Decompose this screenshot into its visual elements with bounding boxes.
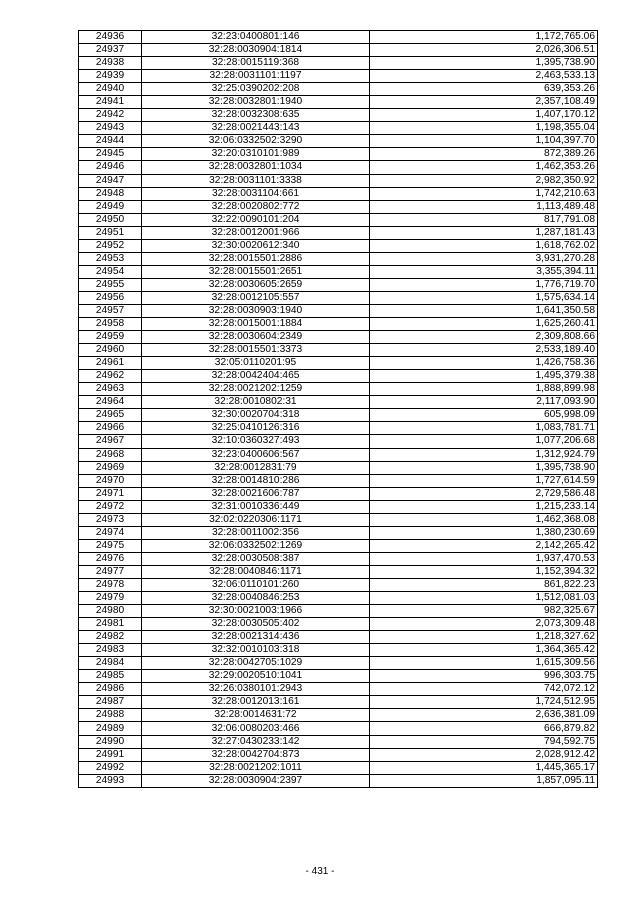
- cadastral-value-cell: 1,083,781.71: [370, 422, 598, 435]
- row-number-cell: 24943: [79, 122, 142, 135]
- cadastral-number-cell: 32:30:0020612:340: [142, 239, 370, 252]
- cadastral-number-cell: 32:28:0030604:2349: [142, 331, 370, 344]
- table-row: [79, 578, 598, 591]
- cadastral-value-cell: 2,982,350.92: [370, 174, 598, 187]
- row-number-cell: 24992: [79, 761, 142, 774]
- row-number-cell: 24991: [79, 748, 142, 761]
- cadastral-value-cell: 2,533,189.40: [370, 344, 598, 357]
- table-row: [79, 474, 598, 487]
- cadastral-value-cell: 1,615,309.56: [370, 657, 598, 670]
- table-row: [79, 618, 598, 631]
- cadastral-number-cell: 32:28:0031104:661: [142, 187, 370, 200]
- cadastral-number-cell: 32:28:0030505:402: [142, 618, 370, 631]
- row-number-cell: 24942: [79, 109, 142, 122]
- row-number-cell: 24960: [79, 344, 142, 357]
- cadastral-number-cell: 32:29:0020510:1041: [142, 670, 370, 683]
- cadastral-value-cell: 605,998.09: [370, 409, 598, 422]
- cadastral-number-cell: 32:06:0332502:3290: [142, 135, 370, 148]
- table-row: [79, 487, 598, 500]
- row-number-cell: 24967: [79, 435, 142, 448]
- table-row: [79, 565, 598, 578]
- cadastral-value-cell: 2,073,309.48: [370, 618, 598, 631]
- table-body: [79, 31, 598, 788]
- row-number-cell: 24985: [79, 670, 142, 683]
- table-row: [79, 83, 598, 96]
- table-row: [79, 57, 598, 70]
- table-row: [79, 96, 598, 109]
- row-number-cell: 24988: [79, 709, 142, 722]
- table-row: [79, 409, 598, 422]
- row-number-cell: 24956: [79, 291, 142, 304]
- table-row: [79, 383, 598, 396]
- cadastral-number-cell: 32:27:0430233:142: [142, 735, 370, 748]
- table-row: [79, 735, 598, 748]
- cadastral-value-cell: 1,215,233.14: [370, 500, 598, 513]
- table-row: [79, 109, 598, 122]
- table-row: [79, 174, 598, 187]
- cadastral-value-cell: 2,636,381.09: [370, 709, 598, 722]
- cadastral-number-cell: 32:30:0021003:1966: [142, 605, 370, 618]
- cadastral-value-cell: 1,776,719.70: [370, 278, 598, 291]
- row-number-cell: 24969: [79, 461, 142, 474]
- cadastral-number-cell: 32:23:0400801:146: [142, 31, 370, 44]
- row-number-cell: 24990: [79, 735, 142, 748]
- table-row: [79, 683, 598, 696]
- cadastral-value-cell: 861,822.23: [370, 578, 598, 591]
- cadastral-number-cell: 32:23:0400606:567: [142, 448, 370, 461]
- table-row: [79, 200, 598, 213]
- cadastral-value-cell: 1,198,355.04: [370, 122, 598, 135]
- cadastral-number-cell: 32:28:0032801:1940: [142, 96, 370, 109]
- table-row: [79, 422, 598, 435]
- row-number-cell: 24957: [79, 304, 142, 317]
- row-number-cell: 24982: [79, 631, 142, 644]
- cadastral-number-cell: 32:31:0010336:449: [142, 500, 370, 513]
- table-row: [79, 592, 598, 605]
- cadastral-number-cell: 32:06:0332502:1269: [142, 539, 370, 552]
- table-row: [79, 513, 598, 526]
- cadastral-number-cell: 32:28:0010802:31: [142, 396, 370, 409]
- cadastral-number-cell: 32:05:0110201:95: [142, 357, 370, 370]
- cadastral-number-cell: 32:28:0021606:787: [142, 487, 370, 500]
- cadastral-number-cell: 32:28:0011002:356: [142, 526, 370, 539]
- row-number-cell: 24937: [79, 44, 142, 57]
- cadastral-number-cell: 32:10:0360327:493: [142, 435, 370, 448]
- page-number: - 431 -: [305, 866, 335, 877]
- cadastral-value-cell: 1,172,765.06: [370, 31, 598, 44]
- table-row: [79, 396, 598, 409]
- cadastral-value-cell: 1,426,758.36: [370, 357, 598, 370]
- cadastral-value-cell: 1,395,738.90: [370, 57, 598, 70]
- cadastral-value-cell: 1,445,365.17: [370, 761, 598, 774]
- table-row: [79, 500, 598, 513]
- cadastral-number-cell: 32:28:0015501:2886: [142, 252, 370, 265]
- cadastral-value-cell: 872,389.26: [370, 148, 598, 161]
- table-row: [79, 539, 598, 552]
- cadastral-number-cell: 32:28:0021314:436: [142, 631, 370, 644]
- cadastral-value-cell: 982,325.67: [370, 605, 598, 618]
- row-number-cell: 24983: [79, 644, 142, 657]
- row-number-cell: 24989: [79, 722, 142, 735]
- cadastral-number-cell: 32:28:0015001:1884: [142, 318, 370, 331]
- table-row: [79, 278, 598, 291]
- row-number-cell: 24977: [79, 565, 142, 578]
- table-row: [79, 122, 598, 135]
- cadastral-number-cell: 32:25:0410126:316: [142, 422, 370, 435]
- row-number-cell: 24986: [79, 683, 142, 696]
- cadastral-value-cell: 666,879.82: [370, 722, 598, 735]
- cadastral-number-cell: 32:28:0042705:1029: [142, 657, 370, 670]
- table-row: [79, 526, 598, 539]
- cadastral-value-cell: 1,113,489.48: [370, 200, 598, 213]
- cadastral-value-cell: 817,791.08: [370, 213, 598, 226]
- cadastral-value-cell: 1,104,397.70: [370, 135, 598, 148]
- cadastral-value-cell: 3,355,394.11: [370, 265, 598, 278]
- row-number-cell: 24979: [79, 592, 142, 605]
- cadastral-number-cell: 32:28:0032308:635: [142, 109, 370, 122]
- cadastral-value-cell: 1,077,206.68: [370, 435, 598, 448]
- table-row: [79, 657, 598, 670]
- row-number-cell: 24958: [79, 318, 142, 331]
- table-row: [79, 435, 598, 448]
- table-row: [79, 252, 598, 265]
- cadastral-number-cell: 32:28:0014631:72: [142, 709, 370, 722]
- row-number-cell: 24978: [79, 578, 142, 591]
- cadastral-value-cell: 1,641,350.58: [370, 304, 598, 317]
- table-row: [79, 709, 598, 722]
- cadastral-value-cell: 996,303.75: [370, 670, 598, 683]
- cadastral-value-cell: 2,357,108.49: [370, 96, 598, 109]
- cadastral-number-cell: 32:28:0015501:3373: [142, 344, 370, 357]
- row-number-cell: 24953: [79, 252, 142, 265]
- row-number-cell: 24951: [79, 226, 142, 239]
- row-number-cell: 24970: [79, 474, 142, 487]
- cadastral-number-cell: 32:02:0220306:1171: [142, 513, 370, 526]
- table-row: [79, 187, 598, 200]
- row-number-cell: 24966: [79, 422, 142, 435]
- cadastral-number-cell: 32:06:0110101:260: [142, 578, 370, 591]
- cadastral-value-cell: 1,495,379.38: [370, 370, 598, 383]
- cadastral-number-cell: 32:28:0014810:286: [142, 474, 370, 487]
- cadastral-number-cell: 32:28:0030508:387: [142, 552, 370, 565]
- row-number-cell: 24971: [79, 487, 142, 500]
- row-number-cell: 24984: [79, 657, 142, 670]
- cadastral-number-cell: 32:28:0040846:253: [142, 592, 370, 605]
- row-number-cell: 24968: [79, 448, 142, 461]
- table-row: [79, 31, 598, 44]
- cadastral-value-cell: 1,364,365.42: [370, 644, 598, 657]
- table-row: [79, 644, 598, 657]
- cadastral-number-cell: 32:28:0012013:161: [142, 696, 370, 709]
- row-number-cell: 24975: [79, 539, 142, 552]
- cadastral-number-cell: 32:28:0012001:966: [142, 226, 370, 239]
- cadastral-value-cell: 1,937,470.53: [370, 552, 598, 565]
- cadastral-value-table: [78, 30, 598, 788]
- cadastral-number-cell: 32:28:0015501:2651: [142, 265, 370, 278]
- cadastral-number-cell: 32:28:0012831:79: [142, 461, 370, 474]
- table-row: [79, 291, 598, 304]
- cadastral-value-cell: 1,395,738.90: [370, 461, 598, 474]
- table-row: [79, 148, 598, 161]
- cadastral-value-cell: 2,026,306.51: [370, 44, 598, 57]
- cadastral-value-cell: 2,142,265.42: [370, 539, 598, 552]
- cadastral-value-cell: 1,857,095.11: [370, 774, 598, 787]
- cadastral-number-cell: 32:25:0390202:208: [142, 83, 370, 96]
- cadastral-value-cell: 639,353.26: [370, 83, 598, 96]
- table-row: [79, 448, 598, 461]
- cadastral-number-cell: 32:22:0090101:204: [142, 213, 370, 226]
- cadastral-value-cell: 1,724,512.95: [370, 696, 598, 709]
- cadastral-value-cell: 1,888,899.98: [370, 383, 598, 396]
- cadastral-number-cell: 32:28:0042404:465: [142, 370, 370, 383]
- cadastral-value-cell: 742,072.12: [370, 683, 598, 696]
- table-row: [79, 44, 598, 57]
- cadastral-value-cell: 2,463,533.13: [370, 70, 598, 83]
- cadastral-number-cell: 32:30:0020704:318: [142, 409, 370, 422]
- row-number-cell: 24972: [79, 500, 142, 513]
- row-number-cell: 24976: [79, 552, 142, 565]
- cadastral-number-cell: 32:28:0040846:1171: [142, 565, 370, 578]
- row-number-cell: 24948: [79, 187, 142, 200]
- cadastral-value-cell: 794,592.75: [370, 735, 598, 748]
- row-number-cell: 24955: [79, 278, 142, 291]
- cadastral-value-cell: 2,117,093.90: [370, 396, 598, 409]
- table-row: [79, 213, 598, 226]
- table-row: [79, 631, 598, 644]
- cadastral-number-cell: 32:28:0030904:2397: [142, 774, 370, 787]
- row-number-cell: 24954: [79, 265, 142, 278]
- table-row: [79, 344, 598, 357]
- cadastral-value-cell: 2,729,586.48: [370, 487, 598, 500]
- cadastral-number-cell: 32:28:0042704:873: [142, 748, 370, 761]
- table-row: [79, 318, 598, 331]
- row-number-cell: 24946: [79, 161, 142, 174]
- row-number-cell: 24945: [79, 148, 142, 161]
- row-number-cell: 24980: [79, 605, 142, 618]
- cadastral-number-cell: 32:28:0030605:2659: [142, 278, 370, 291]
- row-number-cell: 24964: [79, 396, 142, 409]
- table-row: [79, 135, 598, 148]
- cadastral-value-cell: 1,462,368.08: [370, 513, 598, 526]
- table-row: [79, 605, 598, 618]
- row-number-cell: 24959: [79, 331, 142, 344]
- table-row: [79, 670, 598, 683]
- cadastral-value-cell: 1,618,762.02: [370, 239, 598, 252]
- cadastral-value-cell: 3,931,270.28: [370, 252, 598, 265]
- cadastral-value-cell: 1,625,260.41: [370, 318, 598, 331]
- row-number-cell: 24950: [79, 213, 142, 226]
- table-row: [79, 226, 598, 239]
- cadastral-value-cell: 1,287,181.43: [370, 226, 598, 239]
- cadastral-number-cell: 32:28:0031101:1197: [142, 70, 370, 83]
- row-number-cell: 24939: [79, 70, 142, 83]
- cadastral-value-cell: 1,407,170.12: [370, 109, 598, 122]
- cadastral-number-cell: 32:26:0380101:2943: [142, 683, 370, 696]
- cadastral-number-cell: 32:28:0031101:3338: [142, 174, 370, 187]
- cadastral-value-cell: 2,309,808.66: [370, 331, 598, 344]
- cadastral-value-cell: 1,512,081.03: [370, 592, 598, 605]
- cadastral-value-cell: 1,152,394.32: [370, 565, 598, 578]
- cadastral-number-cell: 32:28:0012105:557: [142, 291, 370, 304]
- cadastral-value-cell: 1,312,924.79: [370, 448, 598, 461]
- row-number-cell: 24993: [79, 774, 142, 787]
- table-row: [79, 357, 598, 370]
- row-number-cell: 24961: [79, 357, 142, 370]
- row-number-cell: 24974: [79, 526, 142, 539]
- row-number-cell: 24938: [79, 57, 142, 70]
- cadastral-number-cell: 32:20:0310101:989: [142, 148, 370, 161]
- row-number-cell: 24987: [79, 696, 142, 709]
- row-number-cell: 24949: [79, 200, 142, 213]
- table-row: [79, 331, 598, 344]
- cadastral-value-cell: 2,028,912.42: [370, 748, 598, 761]
- cadastral-number-cell: 32:28:0021202:1259: [142, 383, 370, 396]
- cadastral-value-cell: 1,462,353.26: [370, 161, 598, 174]
- table-row: [79, 161, 598, 174]
- table-row: [79, 748, 598, 761]
- cadastral-number-cell: 32:28:0032801:1034: [142, 161, 370, 174]
- cadastral-value-cell: 1,742,210.63: [370, 187, 598, 200]
- row-number-cell: 24981: [79, 618, 142, 631]
- table-row: [79, 461, 598, 474]
- table-row: [79, 265, 598, 278]
- row-number-cell: 24941: [79, 96, 142, 109]
- table-row: [79, 239, 598, 252]
- cadastral-number-cell: 32:28:0021443:143: [142, 122, 370, 135]
- row-number-cell: 24963: [79, 383, 142, 396]
- cadastral-number-cell: 32:28:0021202:1011: [142, 761, 370, 774]
- table-row: [79, 696, 598, 709]
- cadastral-number-cell: 32:32:0010103:318: [142, 644, 370, 657]
- row-number-cell: 24947: [79, 174, 142, 187]
- cadastral-number-cell: 32:28:0020802:772: [142, 200, 370, 213]
- cadastral-number-cell: 32:06:0080203:466: [142, 722, 370, 735]
- row-number-cell: 24952: [79, 239, 142, 252]
- row-number-cell: 24940: [79, 83, 142, 96]
- table-row: [79, 774, 598, 787]
- cadastral-number-cell: 32:28:0015119:368: [142, 57, 370, 70]
- row-number-cell: 24965: [79, 409, 142, 422]
- cadastral-number-cell: 32:28:0030903:1940: [142, 304, 370, 317]
- cadastral-value-cell: 1,380,230.69: [370, 526, 598, 539]
- table-row: [79, 370, 598, 383]
- row-number-cell: 24936: [79, 31, 142, 44]
- row-number-cell: 24944: [79, 135, 142, 148]
- table-row: [79, 722, 598, 735]
- table-row: [79, 761, 598, 774]
- row-number-cell: 24962: [79, 370, 142, 383]
- table-row: [79, 552, 598, 565]
- cadastral-value-cell: 1,575,634.14: [370, 291, 598, 304]
- cadastral-value-cell: 1,727,614.59: [370, 474, 598, 487]
- table-row: [79, 304, 598, 317]
- cadastral-number-cell: 32:28:0030904:1814: [142, 44, 370, 57]
- table-row: [79, 70, 598, 83]
- row-number-cell: 24973: [79, 513, 142, 526]
- cadastral-value-cell: 1,218,327.62: [370, 631, 598, 644]
